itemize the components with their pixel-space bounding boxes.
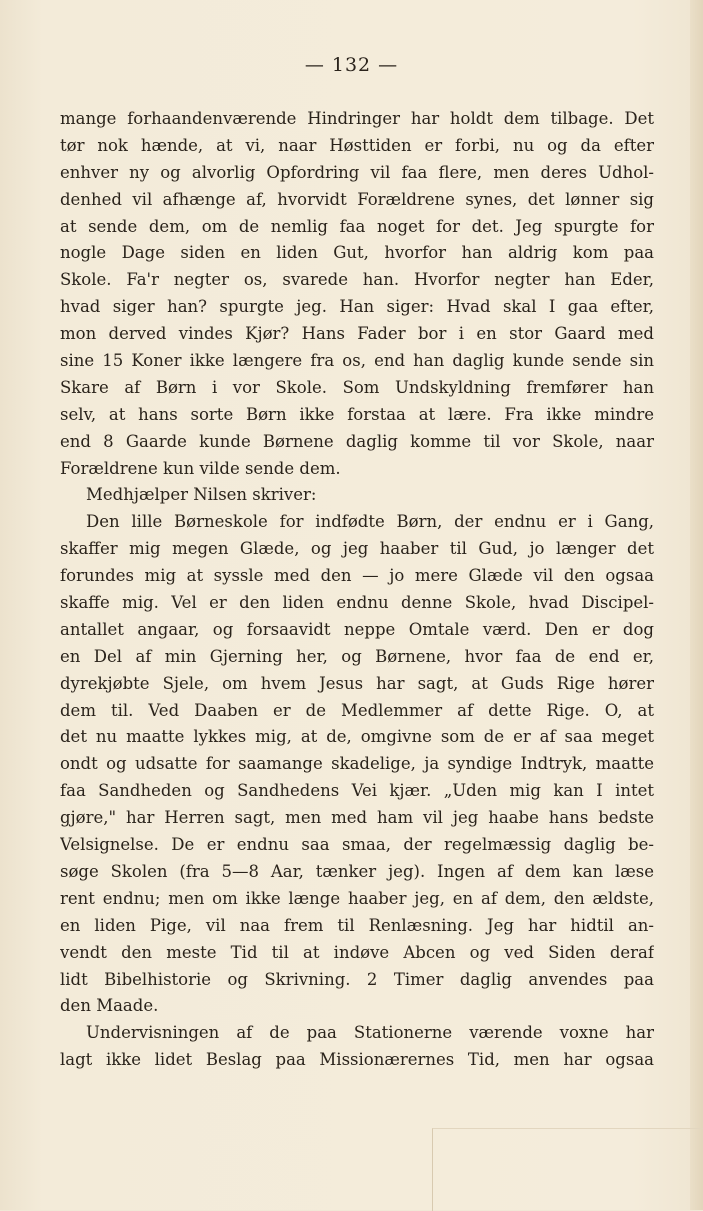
text-line: mon derved vindes Kjør? Hans Fader bor i en stor Gaard med (60, 324, 654, 344)
text-line: lagt ikke lidet Beslag paa Missionærernes Tid, men har ogsaa (60, 1050, 654, 1070)
text-line: rent endnu; men om ikke længe haaber jeg, en af dem, den ældste, (60, 888, 654, 908)
text-line: hvad siger han? spurgte jeg. Han siger: Hvad skal I gaa efter, (60, 297, 654, 317)
text-line: Velsignelse. De er endnu saa smaa, der regelmæssig daglig be- (60, 835, 654, 855)
body-text (60, 106, 654, 1074)
text-line: en liden Pige, vil naa frem til Renlæsning. Jeg har hidtil an- (60, 915, 654, 935)
text-line: Medhjælper Nilsen skriver: (86, 485, 317, 505)
text-line: Skole. Fa'r negter os, svarede han. Hvorfor negter han Eder, (60, 270, 654, 290)
text-line: skaffer mig megen Glæde, og jeg haaber til Gud, jo længer det (60, 539, 654, 559)
text-line: sine 15 Koner ikke længere fra os, end han daglig kunde sende sin (60, 351, 654, 371)
text-line: Forældrene kun vilde sende dem. (60, 458, 341, 478)
text-line: den Maade. (60, 996, 159, 1016)
text-line: det nu maatte lykkes mig, at de, omgivne som de er af saa meget (60, 727, 654, 747)
text-line: antallet angaar, og forsaavidt neppe Omtale værd. Den er dog (60, 619, 654, 639)
text-line: vendt den meste Tid til at indøve Abcen og ved Siden deraf (60, 942, 654, 962)
text-line: faa Sandheden og Sandhedens Vei kjær. „Uden mig kan I intet (60, 781, 654, 801)
text-line: søge Skolen (fra 5—8 Aar, tænker jeg). Ingen af dem kan læse (60, 861, 654, 881)
text-line: at sende dem, om de nemlig faa noget for det. Jeg spurgte for (60, 216, 654, 236)
text-line: tør nok hænde, at vi, naar Høsttiden er forbi, nu og da efter (60, 135, 654, 155)
text-line: gjøre," har Herren sagt, men med ham vil jeg haabe hans bedste (60, 808, 654, 828)
text-line: dem til. Ved Daaben er de Medlemmer af dette Rige. O, at (60, 700, 654, 720)
text-line: dyrekjøbte Sjele, om hvem Jesus har sagt, at Guds Rige hører (60, 673, 654, 693)
text-line: en Del af min Gjerning her, og Børnene, hvor faa de end er, (60, 646, 654, 666)
text-line: skaffe mig. Vel er den liden endnu denne Skole, hvad Discipel- (60, 593, 654, 613)
page-gutter-shadow (690, 0, 703, 1210)
text-line: end 8 Gaarde kunde Børnene daglig komme til vor Skole, naar (60, 431, 654, 451)
text-line: mange forhaandenværende Hindringer har holdt dem tilbage. Det (60, 109, 654, 128)
text-line: Den lille Børneskole for indfødte Børn, der endnu er i Gang, (86, 512, 654, 532)
page-edge-mark (432, 1128, 703, 1211)
text-line: nogle Dage siden en liden Gut, hvorfor han aldrig kom paa (60, 243, 654, 263)
text-line: lidt Bibelhistorie og Skrivning. 2 Timer daglig anvendes paa (60, 969, 654, 989)
text-line: Undervisningen af de paa Stationerne værende voxne har (86, 1023, 654, 1043)
page-number: — 132 — (304, 54, 399, 76)
text-line: ondt og udsatte for saamange skadelige, ja syndige Indtryk, maatte (60, 754, 654, 774)
text-line: enhver ny og alvorlig Opfordring vil faa flere, men deres Udhol- (60, 162, 654, 182)
text-line: selv, at hans sorte Børn ikke forstaa at lære. Fra ikke mindre (60, 404, 654, 424)
text-line: forundes mig at syssle med den — jo mere Glæde vil den ogsaa (60, 566, 654, 586)
text-line: denhed vil afhænge af, hvorvidt Forældrene synes, det lønner sig (60, 189, 654, 209)
text-line: Skare af Børn i vor Skole. Som Undskyldning fremfører han (60, 377, 654, 397)
